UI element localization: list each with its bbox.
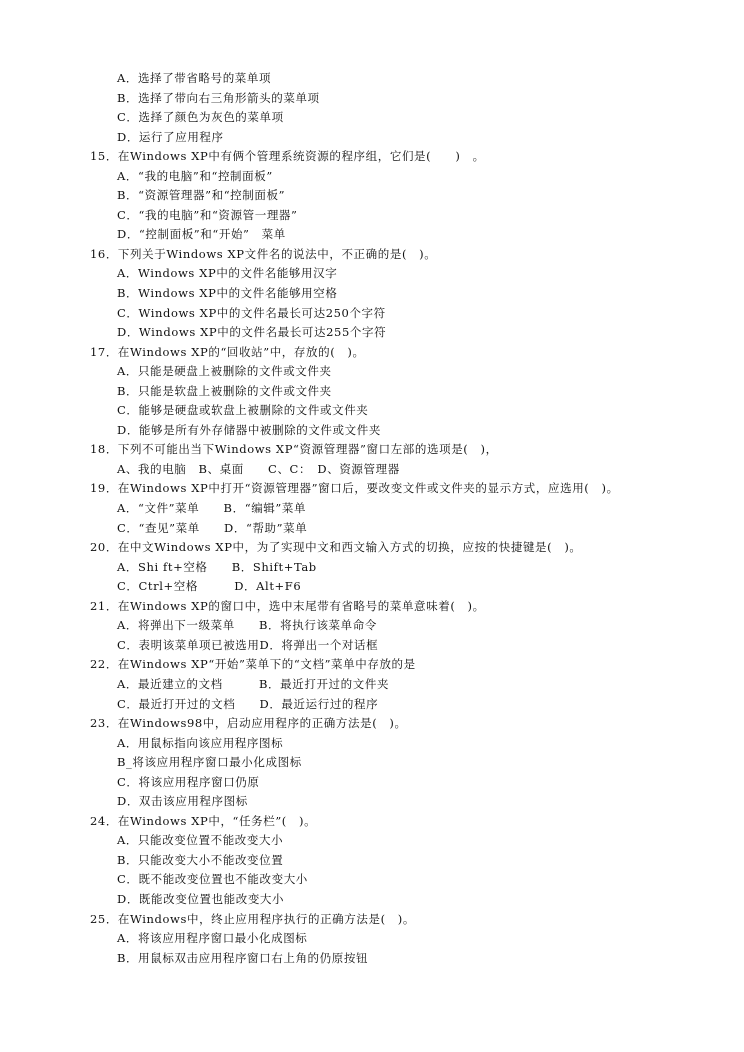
option-line: A．用鼠标指向该应用程序图标 [117, 735, 284, 750]
option-line: A．只能改变位置不能改变大小 [117, 833, 284, 848]
option-line: C．Windows XP中的文件名最长可达250个字符 [117, 305, 386, 320]
question-line: 15．在Windows XP中有俩个管理系统资源的程序组，它们是( ) 。 [90, 149, 485, 164]
option-line: B．用鼠标双击应用程序窗口右上角的仍原按钮 [117, 950, 369, 965]
option-line: A．“我的电脑”和“控制面板” [117, 168, 273, 183]
option-line: B．选择了带向右三角形箭头的菜单项 [117, 90, 320, 105]
option-line: D．能够是所有外存储器中被删除的文件或文件夹 [117, 422, 381, 437]
question-line: 25．在Windows中，终止应用程序执行的正确方法是( )。 [90, 911, 415, 926]
option-line: C．Ctrl+空格 D．Alt+F6 [117, 579, 302, 594]
option-line: D．Windows XP中的文件名最长可达255个字符 [117, 325, 387, 340]
option-line: D．既能改变位置也能改变大小 [117, 891, 285, 906]
option-line: B_将该应用程序窗口最小化成图标 [117, 755, 302, 770]
option-line: A．只能是硬盘上被删除的文件或文件夹 [117, 364, 332, 379]
question-line: 23．在Windows98中，启动应用程序的正确方法是( )。 [90, 716, 407, 731]
question-line: 17．在Windows XP的“回收站”中，存放的( )。 [90, 344, 365, 359]
question-line: 21．在Windows XP的窗口中，选中末尾带有省略号的菜单意味着( )。 [90, 598, 485, 613]
option-line: B．只能改变大小不能改变位置 [117, 852, 284, 867]
option-line: C．表明该菜单项已被选用D．将弹出一个对话框 [117, 637, 379, 652]
question-line: 16．下列关于Windows XP文件名的说法中，不正确的是( )。 [90, 246, 437, 261]
option-line: C．“我的电脑”和“资源管一理器” [117, 207, 298, 222]
option-line: D．“控制面板”和“开始” 菜单 [117, 227, 286, 242]
option-line: D．运行了应用程序 [117, 129, 224, 144]
option-line: C．“查见”菜单 D．“帮助”菜单 [117, 520, 308, 535]
option-line: B．Windows XP中的文件名能够用空格 [117, 286, 338, 301]
option-line: A．将弹出下一级菜单 B．将执行该菜单命令 [117, 618, 377, 633]
option-line: A．最近建立的文档 B．最近打开过的文件夹 [117, 676, 390, 691]
question-line: 18．下列不可能出当下Windows XP“资源管理器”窗口左部的选项是( )， [90, 442, 498, 457]
question-list [0, 69, 744, 968]
option-line: C．选择了颜色为灰色的菜单项 [117, 110, 284, 125]
question-line: 22．在Windows XP“开始”菜单下的“文档”菜单中存放的是 [90, 657, 416, 672]
option-line: A、我的电脑 B、桌面 C、C： D、资源管理器 [117, 461, 400, 476]
option-line: A．Shi ft+空格 B．Shift+Tab [117, 559, 317, 574]
option-line: C．既不能改变位置也不能改变大小 [117, 872, 308, 887]
option-line: C．将该应用程序窗口仍原 [117, 774, 260, 789]
option-line: A．Windows XP中的文件名能够用汉字 [117, 266, 338, 281]
option-line: B．“资源管理器”和“控制面板” [117, 188, 286, 203]
option-line: A．将该应用程序窗口最小化成图标 [117, 931, 308, 946]
question-line: 24．在Windows XP中，“任务栏”( )。 [90, 813, 317, 828]
question-line: 20．在中文Windows XP中，为了实现中文和西文输入方式的切换，应按的快捷键是( )。 [90, 540, 582, 555]
option-line: A．“文件”菜单 B．“编辑”菜单 [117, 501, 307, 516]
option-line: C．最近打开过的文档 D．最近运行过的程序 [117, 696, 379, 711]
option-line: B．只能是软盘上被删除的文件或文件夹 [117, 383, 332, 398]
option-line: A．选择了带省略号的菜单项 [117, 71, 272, 85]
option-line: D．双击该应用程序图标 [117, 794, 248, 809]
question-line: 19．在Windows XP中打开“资源管理器”窗口后，要改变文件或文件夹的显示方式，应选用( )。 [90, 481, 619, 496]
option-line: C．能够是硬盘或软盘上被删除的文件或文件夹 [117, 403, 369, 418]
